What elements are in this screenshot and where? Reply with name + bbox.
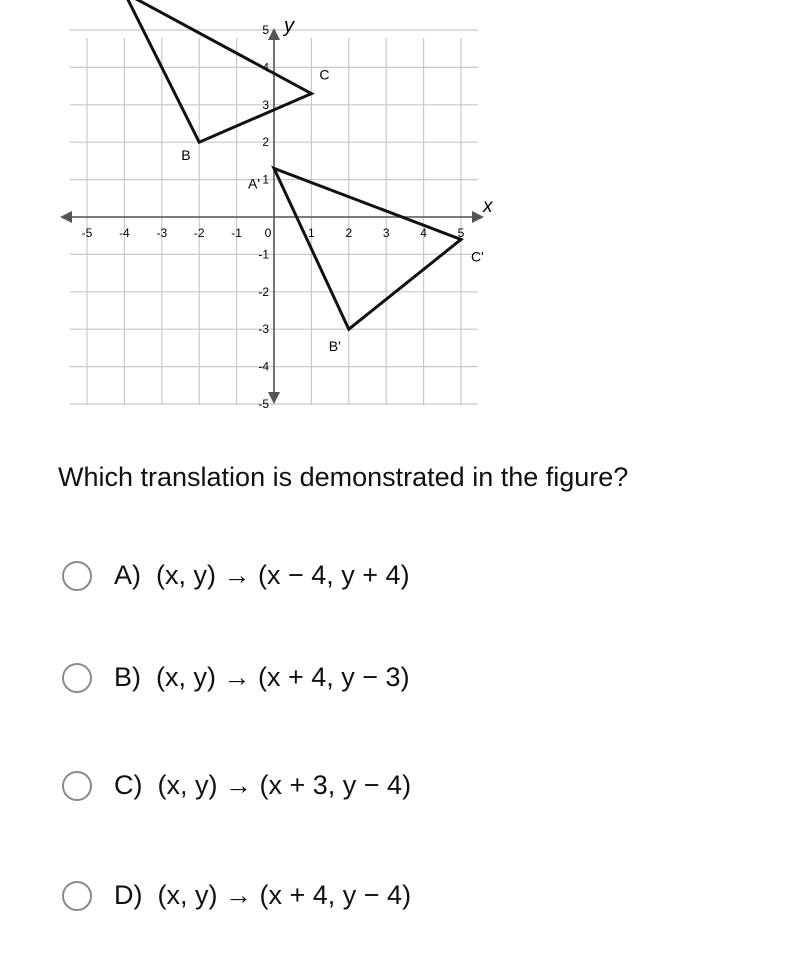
vertex-label: A': [248, 175, 261, 192]
option-c[interactable]: [62, 770, 411, 801]
option-c-radio[interactable]: [62, 771, 92, 801]
x-tick-label: -2: [193, 226, 205, 240]
y-tick-label: -3: [258, 322, 269, 337]
x-tick-label: -1: [231, 226, 242, 240]
x-tick-label: 5: [457, 226, 465, 240]
y-tick-label: 5: [262, 23, 269, 37]
coordinate-graph: [0, 0, 800, 420]
vertex-label: C: [319, 66, 330, 83]
vertex-label: B': [328, 338, 341, 355]
y-axis-down-arrow: [268, 392, 280, 404]
x-tick-label: 2: [345, 226, 353, 240]
option-b-label: B) (x, y) → (x + 4, y − 3): [114, 662, 410, 692]
y-tick-label: -2: [258, 284, 269, 299]
option-d-label: D) (x, y) → (x + 4, y − 4): [114, 880, 412, 910]
option-a-label: A) (x, y) → (x − 4, y + 4): [114, 560, 410, 590]
vertex-label: B: [181, 147, 191, 164]
x-tick-label: -5: [81, 226, 93, 240]
y-tick-label: 1: [262, 172, 269, 187]
x-tick-label: -4: [119, 226, 130, 240]
y-tick-label: 3: [262, 97, 269, 112]
option-d[interactable]: [62, 880, 411, 911]
triangles: [111, 0, 483, 354]
x-axis-label: x: [483, 196, 493, 217]
option-a[interactable]: [62, 560, 410, 591]
option-d-radio[interactable]: [62, 881, 92, 911]
x-tick-label: 3: [382, 226, 390, 240]
question-text: Which translation is demonstrated in the figure?: [58, 462, 629, 492]
vertex-label: C': [471, 248, 484, 265]
x-tick-label: -3: [156, 226, 168, 240]
x-axis-left-arrow: [60, 211, 72, 223]
option-c-label: C) (x, y) → (x + 3, y − 4): [114, 770, 412, 800]
x-tick-label: 1: [308, 226, 315, 240]
y-tick-label: -1: [258, 247, 269, 262]
triangle-a-prime-b-prime-c-prime: [274, 168, 461, 329]
x-tick-label: 4: [420, 226, 427, 240]
option-b[interactable]: [62, 662, 410, 693]
y-axis-label: y: [284, 15, 294, 37]
option-b-radio[interactable]: [62, 663, 92, 693]
option-a-radio[interactable]: [62, 561, 92, 591]
y-tick-label: -4: [258, 359, 269, 374]
y-tick-label: -5: [258, 397, 269, 411]
y-tick-label: 2: [262, 135, 269, 150]
y-tick-label: 4: [262, 60, 269, 75]
x-tick-label: 0: [264, 226, 272, 240]
